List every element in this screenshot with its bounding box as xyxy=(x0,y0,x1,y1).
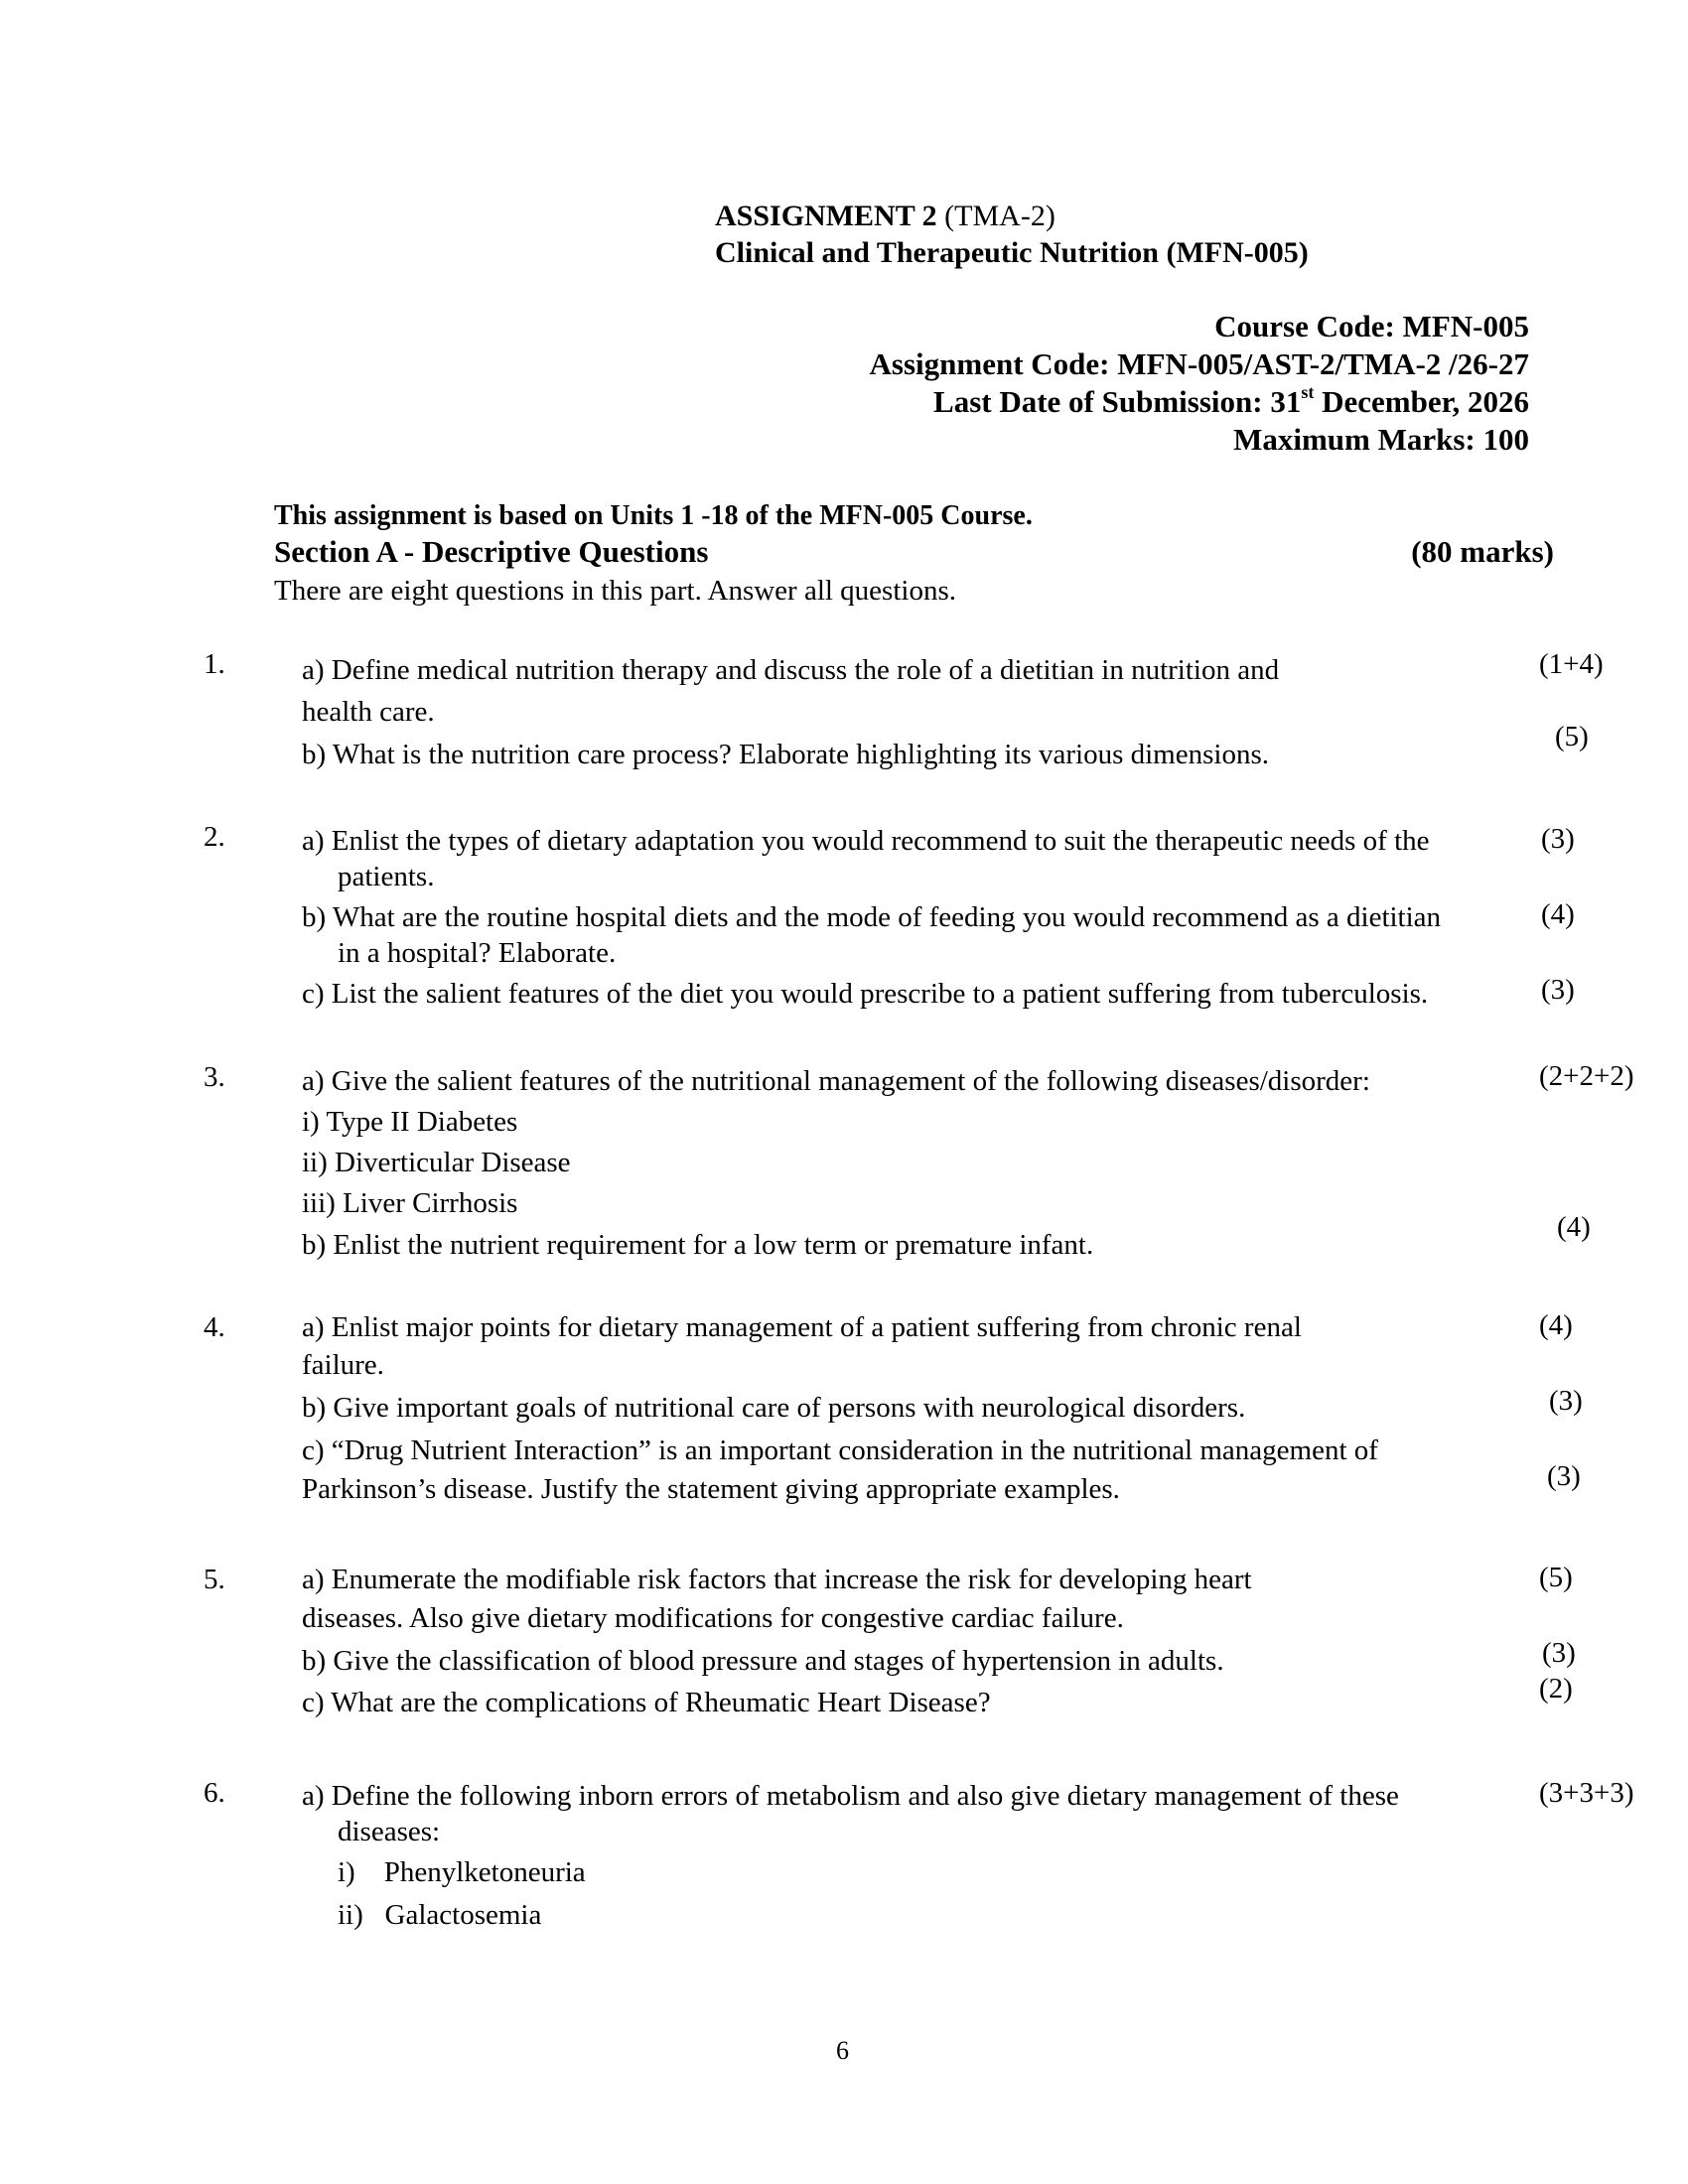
question-line: a) Define the following inborn errors of metabolism and also give dietary management of these xyxy=(302,1780,1399,1812)
question-line: a) Enlist the types of dietary adaptation you would recommend to suit the therapeutic needs of the xyxy=(302,825,1430,857)
question-line: a) Give the salient features of the nutritional management of the following diseases/disorder: xyxy=(302,1065,1370,1097)
assignment-title xyxy=(715,198,1055,235)
question-line: diseases: xyxy=(338,1816,441,1847)
page-number: 6 xyxy=(836,2036,849,2065)
question-line: in a hospital? Elaborate. xyxy=(338,937,617,969)
question-line: b) Enlist the nutrient requirement for a low term or premature infant. xyxy=(302,1229,1094,1261)
section-note: There are eight questions in this part. Answer all questions. xyxy=(274,575,956,607)
question-line: Parkinson’s disease. Justify the statement giving appropriate examples. xyxy=(302,1473,1120,1505)
last-date-suffix: December, 2026 xyxy=(1314,384,1529,419)
assignment-basis: This assignment is based on Units 1 -18 of the MFN-005 Course. xyxy=(274,500,1033,531)
assignment-code: Assignment Code: MFN-005/AST-2/TMA-2 /26-27 xyxy=(869,346,1529,381)
question-line: b) Give important goals of nutritional care of persons with neurological disorders. xyxy=(302,1392,1246,1424)
question-line: iii) Liver Cirrhosis xyxy=(302,1187,518,1219)
question-number: 2. xyxy=(204,821,225,853)
question-marks: (3+3+3) xyxy=(1539,1777,1634,1809)
question-line: failure. xyxy=(302,1349,384,1381)
question-marks: (5) xyxy=(1539,1562,1573,1593)
question-line: c) List the salient features of the diet you would prescribe to a patient suffering from tuberculosis. xyxy=(302,978,1429,1010)
question-marks: (3) xyxy=(1542,1637,1576,1669)
question-line: patients. xyxy=(338,861,435,892)
question-number: 1. xyxy=(204,648,225,680)
question-number: 3. xyxy=(204,1061,225,1093)
course-title: Clinical and Therapeutic Nutrition (MFN-005) xyxy=(715,236,1309,269)
question-marks: (3) xyxy=(1549,1385,1583,1417)
question-marks: (1+4) xyxy=(1539,648,1604,680)
last-date-prefix: Last Date of Submission: 31 xyxy=(933,384,1302,419)
last-date-of-submission xyxy=(933,383,1529,421)
question-line: diseases. Also give dietary modifications for congestive cardiac failure. xyxy=(302,1602,1124,1634)
question-marks: (3) xyxy=(1541,823,1575,855)
section-title: Section A - Descriptive Questions xyxy=(274,534,709,569)
question-marks: (3) xyxy=(1541,974,1575,1006)
assignment-title-bold: ASSIGNMENT 2 xyxy=(715,200,937,232)
question-marks: (4) xyxy=(1557,1211,1591,1243)
question-line: c) What are the complications of Rheumatic Heart Disease? xyxy=(302,1687,991,1718)
question-line: b) Give the classification of blood pressure and stages of hypertension in adults. xyxy=(302,1645,1224,1677)
question-marks: (5) xyxy=(1555,721,1589,752)
section-marks: (80 marks) xyxy=(1411,534,1554,569)
question-line: health care. xyxy=(302,696,435,728)
question-number: 6. xyxy=(204,1777,225,1809)
question-line: b) What are the routine hospital diets and the mode of feeding you would recommend as a dietitian xyxy=(302,901,1442,933)
question-line: a) Enlist major points for dietary management of a patient suffering from chronic renal xyxy=(302,1311,1302,1343)
question-line: b) What is the nutrition care process? Elaborate highlighting its various dimensions. xyxy=(302,739,1269,770)
assignment-title-rest: (TMA-2) xyxy=(936,200,1055,232)
question-marks: (3) xyxy=(1547,1460,1581,1492)
question-marks: (4) xyxy=(1539,1309,1573,1341)
question-line: a) Define medical nutrition therapy and discuss the role of a dietitian in nutrition and xyxy=(302,654,1280,686)
question-marks: (2+2+2) xyxy=(1539,1060,1634,1092)
question-line: i) Phenylketoneuria xyxy=(338,1856,586,1888)
question-marks: (4) xyxy=(1541,898,1575,930)
question-line: c) “Drug Nutrient Interaction” is an important consideration in the nutritional management of xyxy=(302,1434,1378,1466)
question-number: 4. xyxy=(204,1311,225,1343)
maximum-marks: Maximum Marks: 100 xyxy=(1233,422,1529,457)
question-number: 5. xyxy=(204,1564,225,1595)
question-line: ii) Diverticular Disease xyxy=(302,1147,571,1178)
course-code: Course Code: MFN-005 xyxy=(1214,309,1529,343)
question-line: a) Enumerate the modifiable risk factors that increase the risk for developing heart xyxy=(302,1564,1252,1595)
question-marks: (2) xyxy=(1539,1673,1573,1705)
question-line: ii) Galactosemia xyxy=(338,1899,542,1931)
last-date-superscript: st xyxy=(1301,382,1315,402)
question-line: i) Type II Diabetes xyxy=(302,1106,518,1138)
